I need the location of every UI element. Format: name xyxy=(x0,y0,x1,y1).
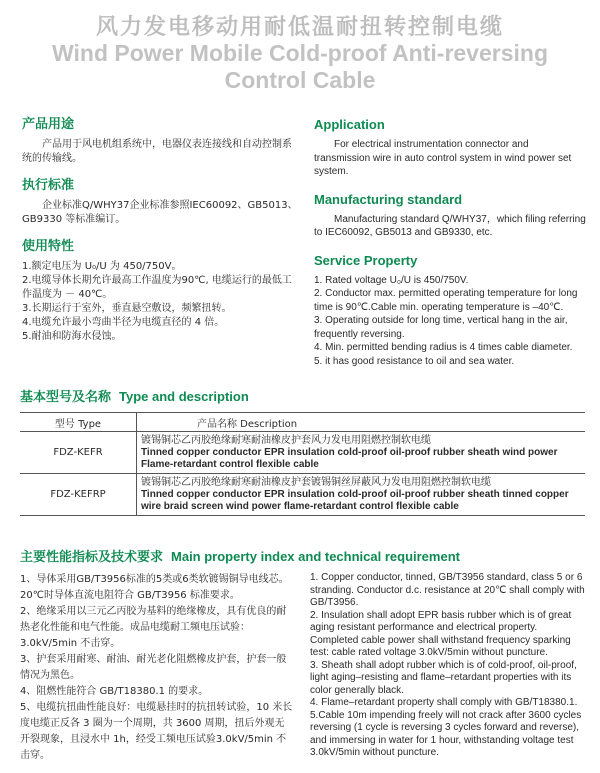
service-item-en: 5. it has good resistance to oil and sea water. xyxy=(314,355,515,367)
desc-cn: 镀锡铜芯乙丙胶绝缘耐寒耐油橡皮护套镀锡铜丝屏蔽风力发电用阻燃控制软电缆 xyxy=(141,476,491,488)
standard-heading-cn: 执行标准 xyxy=(22,178,75,193)
desc-cell xyxy=(137,432,586,474)
service-item-cn: 5.耐油和防海水侵蚀。 xyxy=(22,331,122,342)
application-heading-en: Application xyxy=(314,117,385,132)
service-item-en: 2. Conductor max. permitted operating temperature for long time is 90℃.Cable min. operating temperature is –40℃. xyxy=(314,288,578,313)
desc-en: Tinned copper conductor EPR insulation cold-proof oil-proof rubber sheath wind power Flame-retardant control flexible cable xyxy=(141,446,558,470)
service-item-en: 3. Operating outside for long time, vertical hang in the air, frequently reversing. xyxy=(314,315,568,340)
service-item-en: 1. Rated voltage U₀/U is 450/750V. xyxy=(314,274,469,286)
property-item-cn: 5、电缆抗扭曲性能良好：电缆悬挂时的抗扭转试验，10 米长度电缆正反各 3 圈为一个周期，共 3600 周期，扭后外观无开裂现象，且浸水中 1h，经受工频电压试验3.0kV/5min 不击穿。 xyxy=(20,702,293,761)
property-item-cn: 2、绝缘采用以三元乙丙胶为基料的绝缘橡皮，具有优良的耐热老化性能和电气性能。成品电缆耐工频电压试验：3.0kV/5min 不击穿。 xyxy=(20,606,287,649)
service-list-cn xyxy=(22,260,300,344)
standard-text-cn: 企业标准Q/WHY37企业标准参照IEC60092、GB5013、GB9330 等标准编订。 xyxy=(22,200,298,225)
page-title-cn: 风力发电移动用耐低温耐扭转控制电缆 xyxy=(95,15,504,40)
service-item-cn: 1.额定电压为 U₀/U 为 450/750V。 xyxy=(22,261,182,272)
property-heading xyxy=(20,546,460,565)
service-item-cn: 3.长期运行于室外，垂直悬空敷设，频繁扭转。 xyxy=(22,303,232,314)
service-heading-cn: 使用特性 xyxy=(22,239,75,254)
property-item-en: 5.Cable 10m impending freely will not crack after 3600 cycles reversing (1 cycle is reversing 3 cycles forward and reverse), and immersing in water for 1 hour, withstanding voltage test 3.0kV/5min without puncture. xyxy=(310,709,582,758)
types-heading xyxy=(20,386,249,405)
service-item-en: 4. Min. permitted bending radius is 4 times cable diameter. xyxy=(314,342,573,353)
application-text-cn: 产品用于风电机组系统中，电器仪表连接线和自动控制系统的传输线。 xyxy=(22,139,292,164)
property-heading-cn: 主要性能指标及技术要求 xyxy=(20,550,164,565)
left-column xyxy=(22,118,300,344)
property-item-en: 3. Sheath shall adopt rubber which is of cold-proof, oil-proof, light aging–resisting and flame–retardant properties with its color generally black. xyxy=(310,659,577,696)
page-title-en-line1: Wind Power Mobile Cold-proof Anti-reversing xyxy=(52,40,548,66)
types-table xyxy=(20,412,585,516)
types-heading-cn: 基本型号及名称 xyxy=(20,390,112,405)
type-cell: FDZ-KEFR xyxy=(20,432,137,474)
desc-en: Tinned copper conductor EPR insulation cold-proof oil-proof rubber sheath tinned copper wire braid screen wind power flame-retardant control flexible cable xyxy=(141,488,569,512)
right-column xyxy=(314,118,586,368)
application-heading-cn: 产品用途 xyxy=(22,117,75,132)
standard-heading-en: Manufacturing standard xyxy=(314,191,463,207)
col-desc-header: 产品名称 Description xyxy=(137,413,586,432)
col-type-header: 型号 Type xyxy=(20,413,137,432)
property-item-en: 4. Flame–retardant property shall comply with GB/T18380.1. xyxy=(310,697,578,708)
service-item-cn: 2.电缆导体长期允许最高工作温度为90℃, 电缆运行的最低工作温度为 － 40℃。 xyxy=(22,275,292,300)
desc-cn: 镀锡铜芯乙丙胶绝缘耐寒耐油橡皮护套风力发电用阻燃控制软电缆 xyxy=(141,434,431,446)
property-item-cn: 1、导体采用GB/T3956标准的5类或6类软镀锡铜导电线芯。20℃时导体直流电阻符合 GB/T3956 标准要求。 xyxy=(20,574,289,601)
property-list-cn xyxy=(20,572,294,764)
service-heading-en: Service Property xyxy=(314,252,418,268)
page-title-en-line2: Control Cable xyxy=(224,67,376,93)
property-item-cn: 3、护套采用耐寒、耐油、耐光老化阻燃橡皮护套，护套一般情况为黑色。 xyxy=(20,654,287,681)
types-heading-en: Type and description xyxy=(119,389,249,404)
property-item-en: 1. Copper conductor, tinned, GB/T3956 standard, class 5 or 6 stranding. Conductor d.c. resistance at 20℃ shall comply with GB/T3956. xyxy=(310,572,585,608)
table-row xyxy=(20,432,585,474)
service-item-cn: 4.电缆允许最小弯曲半径为电缆直径的 4 倍。 xyxy=(22,317,225,328)
property-heading-en: Main property index and technical requirement xyxy=(171,549,460,564)
service-list-en xyxy=(314,274,586,369)
property-item-en: 2. Insulation shall adopt EPR basis rubber which is of great aging resistant performance and electrical property. Completed cable power shall withstand frequency sparking test: cable rated voltage 3.0kV/5min without puncture. xyxy=(310,609,572,658)
type-cell: FDZ-KEFRP xyxy=(20,474,137,516)
types-table-header xyxy=(20,413,585,432)
property-list-en xyxy=(310,572,586,760)
page-title-en xyxy=(0,40,600,94)
table-row xyxy=(20,474,585,516)
property-item-cn: 4、阻燃性能符合 GB/T18380.1 的要求。 xyxy=(20,686,209,697)
application-text-en: For electrical instrumentation connector and transmission wire in auto control system in wind power set system. xyxy=(314,139,572,177)
desc-cell xyxy=(137,474,586,516)
standard-text-en: Manufacturing standard Q/WHY37，which filing referring to IEC60092, GB5013 and GB9330, etc. xyxy=(314,213,586,238)
